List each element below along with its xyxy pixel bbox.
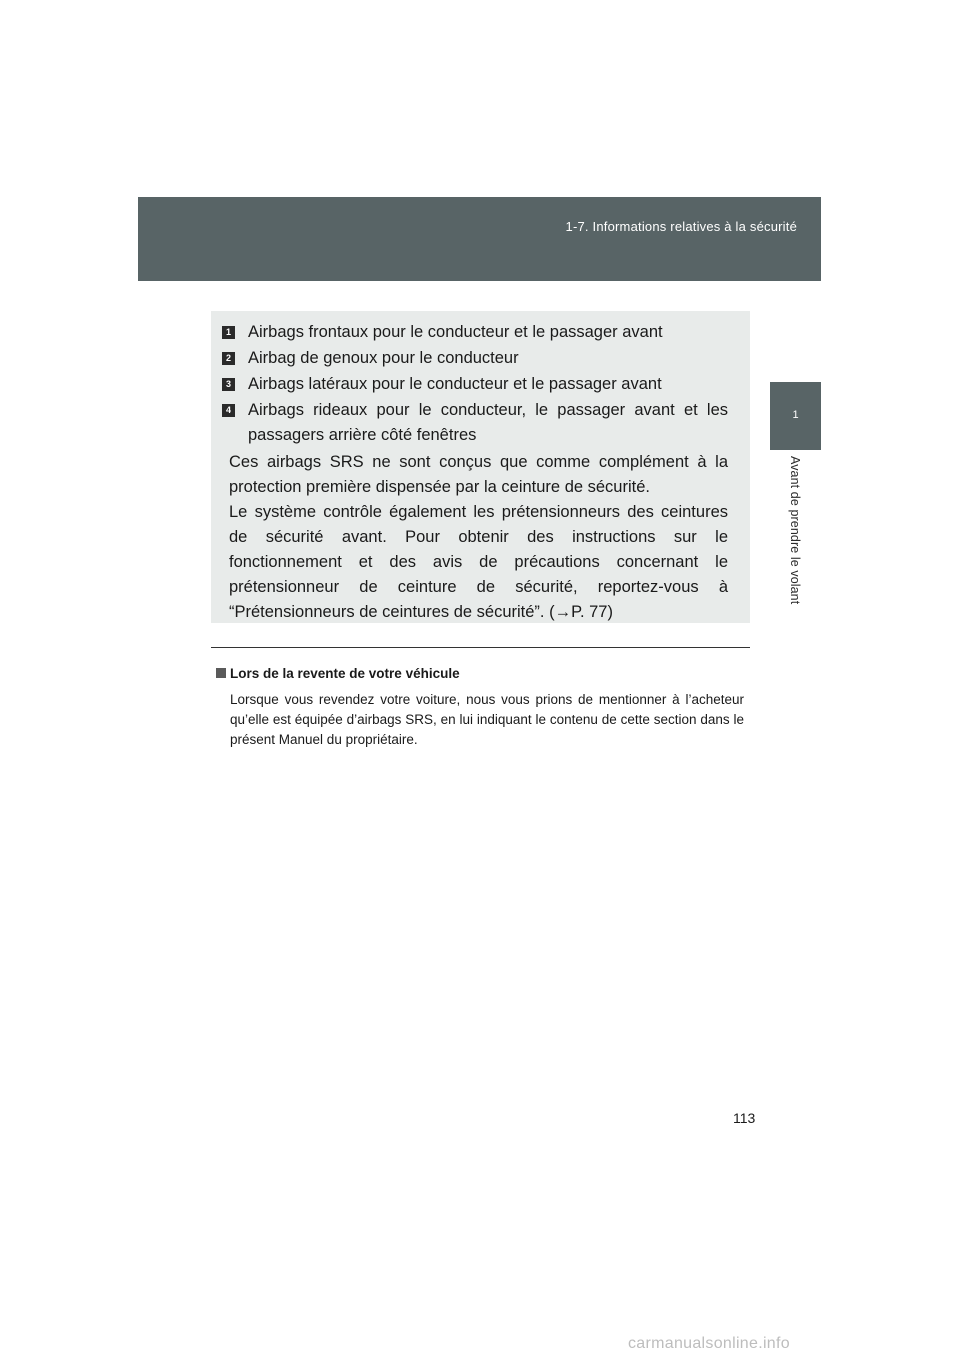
note-body: Lorsque vous revendez votre voiture, nous vous prions de mentionner à l’acheteur qu’elle est équipée d’airbags SRS, en lui indiquant le contenu de cette section dans le présent Manuel du propriétaire.	[230, 692, 744, 747]
page-number: 113	[733, 1110, 756, 1126]
item-text: Airbags rideaux pour le conducteur, le passager avant et les	[248, 401, 728, 419]
note-heading-text: Lors de la revente de votre véhicule	[230, 666, 460, 681]
item-text: Airbag de genoux pour le conducteur	[248, 349, 519, 367]
airbag-item-3	[225, 372, 728, 397]
pretensioner-paragraph: Le système contrôle également les prétensionneurs des ceintures de sécurité avant. Pour obtenir des instructions sur le fonctionnement et des avis de précautions concernant le prétensionneur de ceinture de sécurité, reportez-vous à “Prétensionneurs de ceintures de sécurité”. (→P. 77)	[229, 503, 728, 621]
chapter-tab	[770, 382, 821, 450]
item-text-continued: passagers arrière côté fenêtres	[248, 426, 477, 444]
airbag-item-4	[225, 398, 728, 448]
airbag-item-1	[225, 320, 728, 345]
item-number-badge: 3	[222, 378, 235, 391]
section-divider	[211, 647, 750, 648]
item-text: Airbags latéraux pour le conducteur et le passager avant	[248, 375, 662, 393]
chapter-title: Avant de prendre le volant	[788, 456, 802, 605]
section-title: 1-7. Informations relatives à la sécurité	[565, 219, 797, 234]
srs-paragraph: Ces airbags SRS ne sont conçus que comme complément à la protection première dispensée par la ceinture de sécurité.	[229, 453, 728, 496]
airbag-info-box	[211, 311, 750, 623]
item-number-badge: 4	[222, 404, 235, 417]
item-text: Airbags frontaux pour le conducteur et le passager avant	[248, 323, 663, 341]
watermark: carmanualsonline.info	[628, 1335, 790, 1352]
item-number-badge: 2	[222, 352, 235, 365]
square-bullet-icon	[216, 668, 226, 678]
chapter-number: 1	[792, 409, 799, 421]
airbag-item-2	[225, 346, 728, 371]
note-heading	[216, 666, 460, 681]
header-band	[138, 197, 821, 281]
item-number-badge: 1	[222, 326, 235, 339]
